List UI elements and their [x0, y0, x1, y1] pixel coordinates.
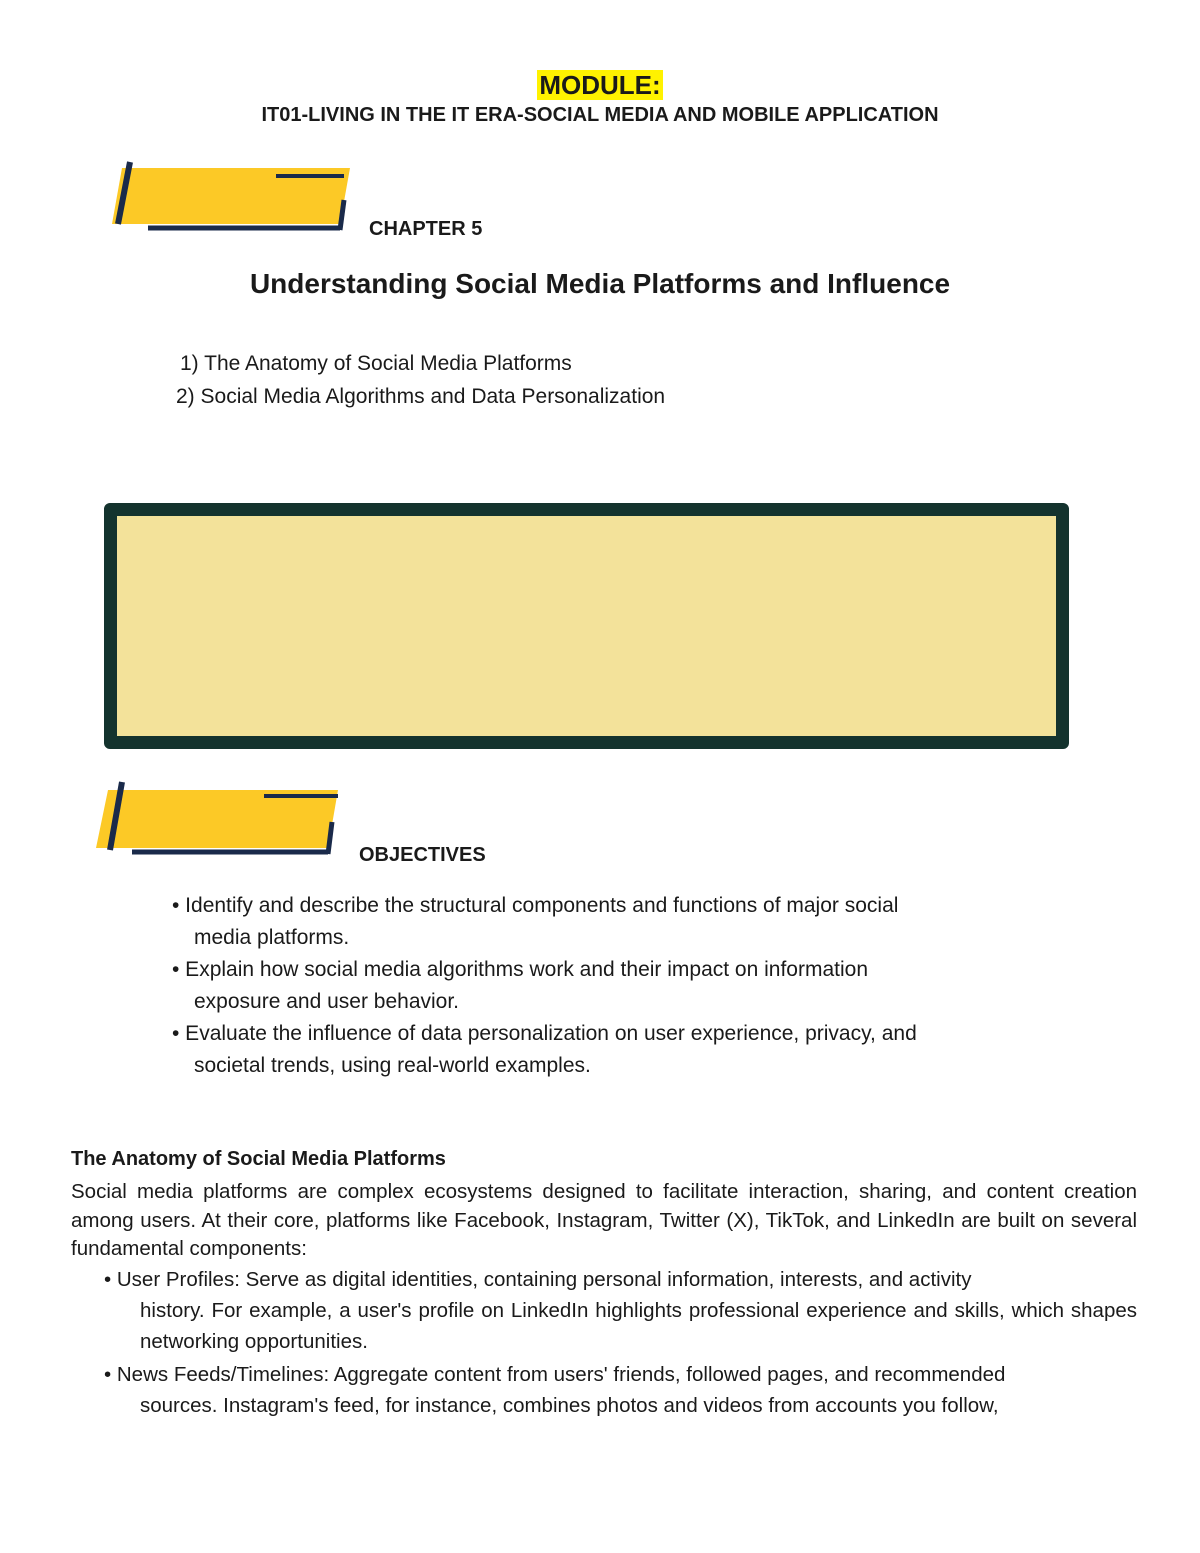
list-item: • News Feeds/Timelines: Aggregate content from users' friends, followed pages, and recommended sources. Instagram's feed, for instance, combines photos and videos from accounts you follow,: [104, 1363, 1006, 1417]
section-paragraph: Social media platforms are complex ecosystems designed to facilitate interaction, sharing, and content creation among users. At their core, platforms like Facebook, Instagram, Twitter (X), TikTok, and LinkedIn are built on several fundamental components:: [71, 1180, 1137, 1260]
chapter-label: CHAPTER 5: [369, 218, 483, 240]
module-label: MODULE:: [539, 70, 661, 100]
objectives-list: [172, 890, 917, 1082]
component-list: [104, 1264, 1137, 1423]
chapter-banner-graphic: [104, 158, 354, 234]
objective-item: • Identify and describe the structural components and functions of major social media platforms.: [172, 894, 899, 949]
module-header: [0, 70, 1200, 100]
topic-item-2: 2) Social Media Algorithms and Data Personalization: [176, 385, 666, 408]
objective-item: • Explain how social media algorithms work and their impact on information exposure and user behavior.: [172, 958, 869, 1013]
content-box: [104, 503, 1069, 749]
course-title: IT01-LIVING IN THE IT ERA-SOCIAL MEDIA AND MOBILE APPLICATION: [261, 104, 939, 126]
list-item: • User Profiles: Serve as digital identities, containing personal information, interests, and activity history. For example, a user's profile on LinkedIn highlights professional experience and skills, which shapes networking opportunities.: [104, 1268, 1137, 1353]
chapter-title: Understanding Social Media Platforms and Influence: [249, 268, 951, 299]
topic-item-1: 1) The Anatomy of Social Media Platforms: [180, 352, 572, 375]
objectives-heading: OBJECTIVES: [359, 844, 486, 866]
section-heading: The Anatomy of Social Media Platforms: [71, 1148, 446, 1170]
objective-item: • Evaluate the influence of data personalization on user experience, privacy, and societal trends, using real-world examples.: [172, 1022, 917, 1077]
objectives-banner-graphic: [92, 778, 344, 858]
